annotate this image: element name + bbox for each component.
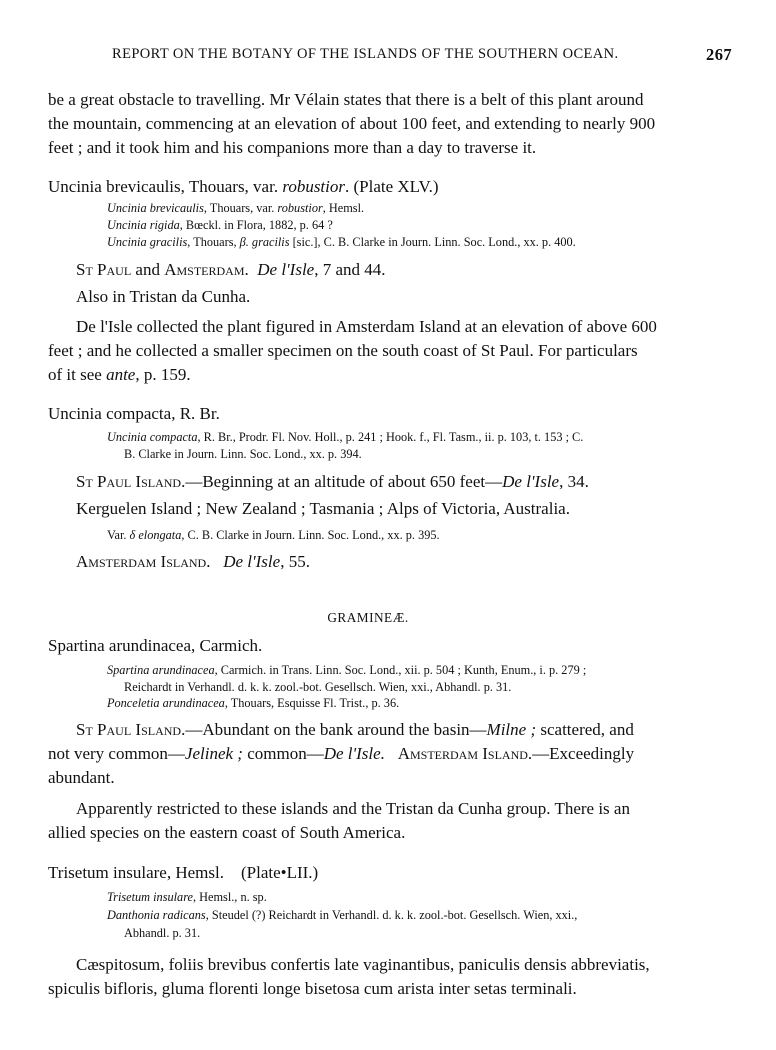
variety-line	[107, 527, 440, 544]
synonym-line	[107, 429, 583, 446]
synonym-citation: , Thouars, var.	[203, 201, 278, 215]
note-line: allied species on the eastern coast of South America.	[48, 823, 406, 842]
intro-line-2: the mountain, commencing at an elevation of about 100 feet, and extending to nearly 900	[48, 114, 656, 133]
locality-text: scattered, and	[536, 720, 634, 739]
synonym-name: Uncinia rigida	[107, 218, 180, 232]
note-text-italic: ante	[106, 365, 136, 384]
note-line: feet ; and he collected a smaller specimen on the south coast of St Paul. For particulars	[48, 341, 638, 360]
synonym-citation: , Bœckl. in Flora, 1882, p. 64 ?	[179, 218, 333, 232]
species-variety: robustior	[282, 177, 345, 196]
synonym-citation: , Thouars,	[187, 235, 240, 249]
synonym-citation: , R. Br., Prodr. Fl. Nov. Holl., p. 241 ; Hook. f., Fl. Tasm., ii. p. 103, t. 153 ; C.	[197, 430, 584, 444]
synonym-variety: β. gracilis	[239, 235, 290, 249]
locality-line	[48, 742, 634, 766]
locality-text: and	[131, 260, 165, 279]
description-line: Cæspitosum, foliis brevibus confertis late vaginantibus, paniculis densis abbreviatis,	[76, 955, 650, 974]
note-text: of it see	[48, 365, 107, 384]
locality-text: —Beginning at an altitude of about 650 feet—	[185, 472, 503, 491]
synonym-line	[107, 889, 267, 906]
collector-name: De l'Isle.	[323, 744, 385, 763]
locality-text: common—	[242, 744, 324, 763]
locality-text: —Abundant on the bank around the basin—	[185, 720, 487, 739]
synonym-name: Danthonia radicans	[107, 908, 206, 922]
locality-place: St Paul	[76, 260, 132, 279]
collector-name: Milne ;	[486, 720, 537, 739]
locality-place: Amsterdam Island.	[397, 744, 533, 763]
species-heading-trisetum-insulare	[48, 862, 318, 884]
species-name: Uncinia brevicaulis	[48, 177, 181, 196]
synonym-name: Uncinia compacta	[107, 430, 198, 444]
description-line: spiculis bifloris, gluma florenti longe bisetosa cum arista inter setas terminali.	[48, 979, 577, 998]
synonym-variety: robustior	[277, 201, 323, 215]
plate-reference: . (Plate XLV.)	[345, 177, 439, 196]
locality-line	[76, 258, 386, 282]
locality-place: Amsterdam Island.	[76, 552, 211, 571]
synonym-line	[107, 662, 586, 679]
synonym-citation: , Carmich. in Trans. Linn. Soc. Lond., xii. p. 504 ; Kunth, Enum., i. p. 279 ;	[214, 663, 587, 677]
species-name: Uncinia compacta	[48, 404, 172, 423]
page-number: 267	[706, 45, 732, 64]
intro-line-3: feet ; and it took him and his companions more than a day to traverse it.	[48, 138, 537, 157]
locality-line	[76, 718, 634, 742]
distribution-line: Also in Tristan da Cunha.	[76, 287, 251, 306]
species-author: , Carmich.	[191, 636, 263, 655]
specimen-numbers: , 55.	[280, 552, 310, 571]
specimen-numbers: , 7 and 44.	[314, 260, 386, 279]
locality-line	[76, 550, 310, 574]
locality-text: —Exceedingly	[532, 744, 635, 763]
locality-text: not very common—	[48, 744, 185, 763]
note-text: , p. 159.	[135, 365, 191, 384]
specimen-numbers: , 34.	[559, 472, 589, 491]
collector-name: De l'Isle	[223, 552, 281, 571]
note-line: Apparently restricted to these islands and the Tristan da Cunha group. There is an	[76, 799, 630, 818]
running-header	[112, 46, 732, 68]
collector-name: Jelinek ;	[184, 744, 243, 763]
synonym-citation: , Hemsl., n. sp.	[192, 890, 267, 904]
synonym-line: Abhandl. p. 31.	[124, 926, 201, 940]
species-name: Spartina arundinacea	[48, 636, 192, 655]
species-author: , R. Br.	[171, 404, 220, 423]
synonym-name: Uncinia brevicaulis	[107, 201, 204, 215]
locality-line	[76, 470, 589, 494]
synonym-line: Reichardt in Verhandl. d. k. k. zool.-bot. Gesellsch. Wien, xxi., Abhandl. p. 31.	[124, 680, 512, 694]
synonym-line	[107, 234, 576, 251]
note-line: De l'Isle collected the plant figured in Amsterdam Island at an elevation of above 600	[76, 317, 657, 336]
plate-reference: (Plate•LII.)	[223, 863, 319, 882]
synonym-name: Trisetum insulare	[107, 890, 193, 904]
collector-name: De l'Isle	[257, 260, 315, 279]
synonym-line	[107, 200, 364, 217]
synonym-name: Spartina arundinacea	[107, 663, 215, 677]
running-title: REPORT ON THE BOTANY OF THE ISLANDS OF THE SOUTHERN OCEAN.	[112, 46, 619, 62]
variety-name: δ elongata	[129, 528, 182, 542]
variety-label: Var.	[107, 528, 130, 542]
synonym-citation: [sic.], C. B. Clarke in Journ. Linn. Soc. Lond., xx. p. 400.	[289, 235, 576, 249]
species-heading-uncinia-compacta	[48, 403, 220, 425]
collector-name: De l'Isle	[502, 472, 560, 491]
locality-place: St Paul Island.	[76, 720, 186, 739]
species-heading-uncinia-brevicaulis	[48, 176, 439, 198]
species-name: Trisetum insulare	[48, 863, 167, 882]
synonym-citation: , Steudel (?) Reichardt in Verhandl. d. k. k. zool.-bot. Gesellsch. Wien, xxi.,	[205, 908, 578, 922]
species-author: , Hemsl.	[166, 863, 224, 882]
species-author: , Thouars, var.	[180, 177, 283, 196]
synonym-name: Uncinia gracilis	[107, 235, 188, 249]
intro-line-1: be a great obstacle to travelling. Mr Vélain states that there is a belt of this plant around	[48, 90, 644, 109]
locality-line: abundant.	[48, 768, 115, 787]
synonym-line: B. Clarke in Journ. Linn. Soc. Lond., xx. p. 394.	[124, 447, 362, 461]
note-line	[48, 363, 191, 387]
synonym-citation: , Hemsl.	[322, 201, 365, 215]
synonym-line	[107, 907, 577, 924]
synonym-line	[107, 217, 333, 234]
locality-place: St Paul Island.	[76, 472, 186, 491]
synonym-name: Ponceletia arundinacea	[107, 696, 225, 710]
species-heading-spartina-arundinacea	[48, 635, 262, 657]
locality-place: Amsterdam.	[164, 260, 249, 279]
synonym-citation: , Thouars, Esquisse Fl. Trist., p. 36.	[224, 696, 400, 710]
synonym-line	[107, 695, 399, 712]
distribution-line: Kerguelen Island ; New Zealand ; Tasmania ; Alps of Victoria, Australia.	[76, 499, 570, 518]
variety-citation: , C. B. Clarke in Journ. Linn. Soc. Lond., xx. p. 395.	[181, 528, 440, 542]
family-heading: GRAMINEÆ.	[327, 611, 409, 626]
